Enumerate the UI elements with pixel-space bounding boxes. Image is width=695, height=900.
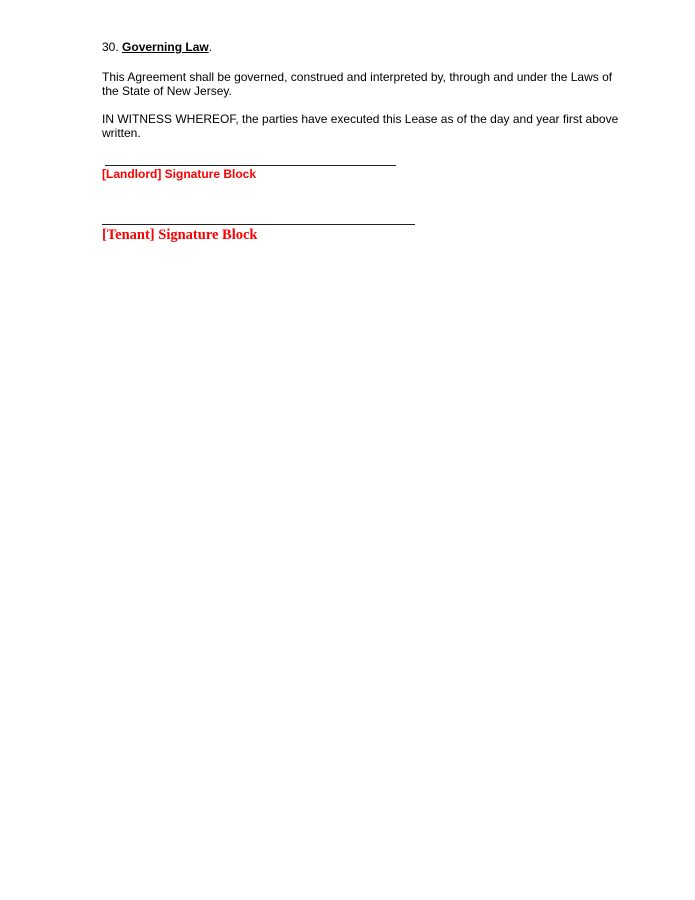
paragraph-line: This Agreement shall be governed, construed and interpreted by, through and under the Laws of [102, 70, 613, 84]
paragraph-line: written. [102, 125, 141, 140]
governing-law-paragraph [102, 71, 612, 98]
tenant-signature-line [102, 224, 415, 225]
landlord-signature-label: [Landlord] Signature Block [102, 167, 257, 181]
section-number: 30. [102, 40, 119, 54]
tenant-signature-label: [Tenant] Signature Block [102, 227, 258, 243]
landlord-signature-line [105, 165, 396, 166]
section-title-period: . [208, 40, 213, 54]
paragraph-line: IN WITNESS WHEREOF, the parties have executed this Lease as of the day and year first above [102, 112, 619, 126]
paragraph-line: the State of New Jersey. [102, 83, 232, 98]
in-witness-paragraph [102, 113, 618, 140]
section-heading [102, 41, 212, 55]
section-title: Governing Law [122, 40, 209, 54]
